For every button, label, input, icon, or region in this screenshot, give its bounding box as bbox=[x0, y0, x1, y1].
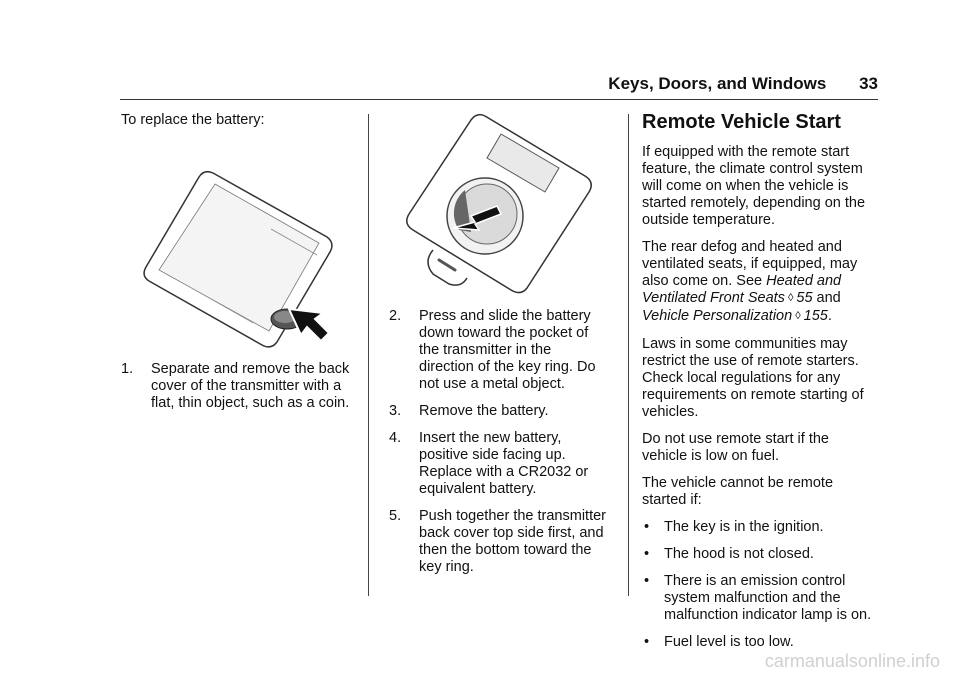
paragraph-with-references: The rear defog and heated and ventilated seats, if equipped, may also come on. See Heated and Ventilated Front Seats ◊ 55 and Vehicle Personalization ◊ 155. bbox=[642, 239, 858, 324]
list-item: • The key is in the ignition. bbox=[644, 519, 824, 535]
page-ref-arrow-icon: ◊ bbox=[795, 310, 801, 322]
xref-vehicle-personalization[interactable]: Vehicle Personalization ◊ 155 bbox=[642, 308, 828, 324]
section-heading-remote-start: Remote Vehicle Start bbox=[642, 111, 841, 133]
left-column bbox=[121, 112, 357, 422]
conditions-list bbox=[642, 519, 878, 651]
step-item bbox=[389, 508, 609, 576]
right-column bbox=[642, 110, 878, 661]
illustration-slide-battery bbox=[389, 112, 609, 296]
paragraph: If equipped with the remote start feature, the climate control system will come on when the vehicle is started remotely, depending on the outside temperature. bbox=[642, 144, 866, 228]
xref-heated-seats[interactable]: Heated and Ventilated Front Seats ◊ 55 bbox=[642, 273, 842, 306]
step-number: 1. bbox=[121, 361, 134, 377]
paragraph: Laws in some communities may restrict the use of remote starters. Check local regulations for any requirements on remote starting of vehicles. bbox=[642, 336, 864, 420]
paragraph: Do not use remote start if the vehicle is low on fuel. bbox=[642, 431, 829, 464]
step-item bbox=[389, 403, 609, 420]
list-item: • The hood is not closed. bbox=[644, 546, 814, 562]
header-section-title: Keys, Doors, and Windows bbox=[608, 74, 827, 93]
column-divider-right bbox=[628, 114, 629, 596]
step-text: Push together the transmitter back cover top side first, and then the bottom toward the key ring. bbox=[419, 508, 606, 575]
step-number: 5. bbox=[389, 508, 402, 524]
step-text: Separate and remove the back cover of the transmitter with a flat, thin object, such as a coin. bbox=[151, 361, 350, 411]
step-text: Press and slide the battery down toward the pocket of the transmitter in the direction of the key ring. Do not use a metal object. bbox=[419, 308, 596, 392]
step-number: 2. bbox=[389, 308, 402, 324]
step-item bbox=[121, 361, 357, 412]
step-number: 3. bbox=[389, 403, 402, 419]
step-text: Remove the battery. bbox=[419, 403, 549, 419]
bullet-icon: • bbox=[644, 519, 650, 535]
header-page-number: 33 bbox=[859, 74, 878, 93]
list-item: • There is an emission control system malfunction and the malfunction indicator lamp is on. bbox=[644, 573, 872, 623]
page-header bbox=[120, 74, 878, 96]
paragraph: The vehicle cannot be remote started if: bbox=[642, 475, 834, 508]
middle-steps-list bbox=[389, 308, 609, 576]
step-text: Insert the new battery, positive side facing up. Replace with a CR2032 or equivalent battery. bbox=[419, 430, 589, 497]
watermark: carmanualsonline.info bbox=[764, 651, 940, 671]
bullet-icon: • bbox=[644, 573, 650, 589]
list-item: • Fuel level is too low. bbox=[644, 634, 794, 650]
middle-column bbox=[389, 112, 609, 586]
step-number: 4. bbox=[389, 430, 402, 446]
header-rule bbox=[120, 99, 878, 100]
illustration-remove-back-cover bbox=[121, 139, 357, 351]
battery-intro: To replace the battery: bbox=[121, 112, 265, 128]
step-item bbox=[389, 430, 609, 498]
column-divider-left bbox=[368, 114, 369, 596]
bullet-icon: • bbox=[644, 634, 650, 650]
bullet-icon: • bbox=[644, 546, 650, 562]
page-ref-arrow-icon: ◊ bbox=[787, 292, 794, 304]
step-item bbox=[389, 308, 609, 393]
left-steps-list bbox=[121, 361, 357, 412]
